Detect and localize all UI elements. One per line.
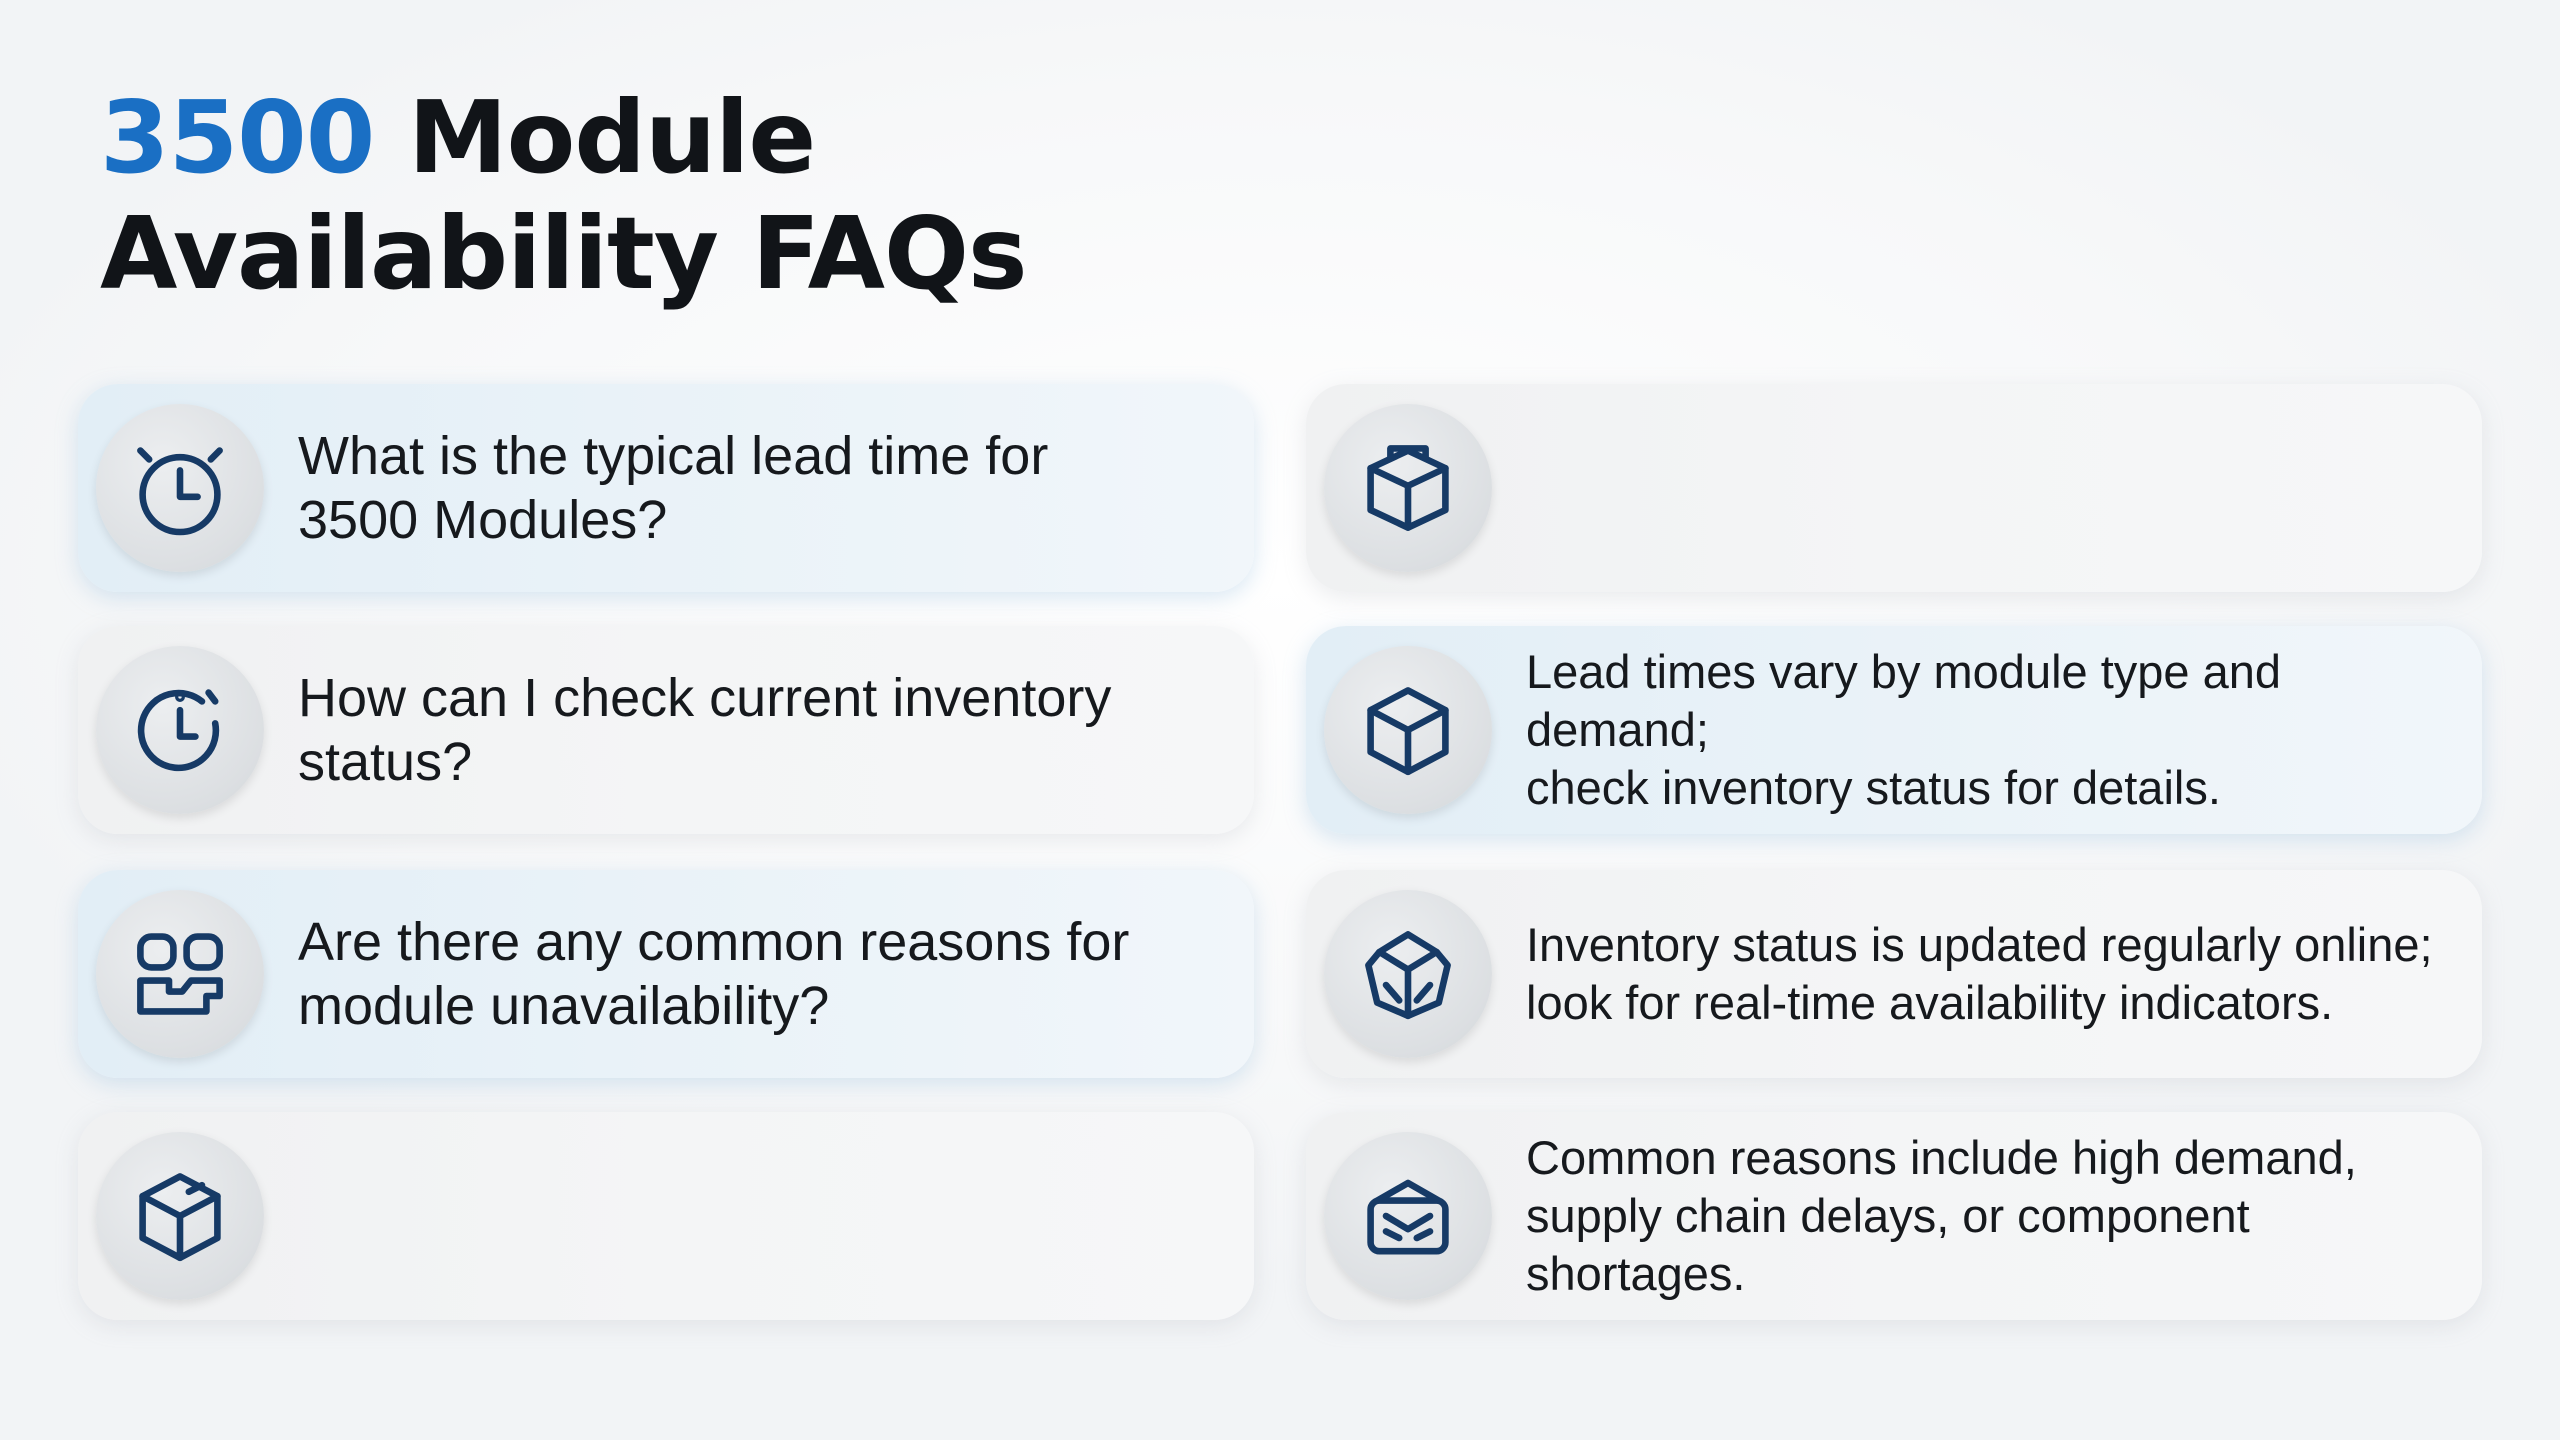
faq-answer-empty <box>1306 384 2482 592</box>
icon-badge <box>1324 404 1492 572</box>
faq-answer-common-reasons <box>1306 1112 2482 1320</box>
box-icon <box>125 1161 235 1271</box>
title-accent: 3500 <box>100 79 375 196</box>
box-icon <box>1353 675 1463 785</box>
faq-question-unavailability[interactable] <box>78 870 1254 1078</box>
faq-question-inventory-status[interactable] <box>78 626 1254 834</box>
faq-answer-text: Common reasons include high demand, supply chain delays, or component shortages. <box>1526 1131 2357 1300</box>
faq-question-text: How can I check current inventory status? <box>298 668 1112 792</box>
faq-question-text: Are there any common reasons for module unavailability? <box>298 912 1130 1036</box>
icon-badge <box>96 1132 264 1300</box>
icon-badge <box>1324 890 1492 1058</box>
package-icon <box>1353 1161 1463 1271</box>
page-title <box>100 80 1027 312</box>
icon-badge <box>96 646 264 814</box>
faq-question-empty[interactable] <box>78 1112 1254 1320</box>
modules-icon <box>125 919 235 1029</box>
clock-icon <box>125 675 235 785</box>
faq-question-lead-time[interactable] <box>78 384 1254 592</box>
icon-badge <box>96 890 264 1058</box>
title-line1: Module <box>374 79 816 196</box>
icon-badge <box>1324 646 1492 814</box>
box-icon <box>1353 433 1463 543</box>
icon-badge <box>96 404 264 572</box>
icon-badge <box>1324 1132 1492 1300</box>
title-line2: Availability FAQs <box>100 195 1027 312</box>
faq-question-text: What is the typical lead time for 3500 Modules? <box>298 426 1049 550</box>
stopwatch-icon <box>125 433 235 543</box>
faq-answer-text: Lead times vary by module type and demand; check inventory status for details. <box>1526 645 2282 814</box>
open-box-icon <box>1353 919 1463 1029</box>
faq-answer-lead-time <box>1306 626 2482 834</box>
faq-answer-text: Inventory status is updated regularly online; look for real-time availability indicators. <box>1526 918 2433 1029</box>
faq-answer-inventory-status <box>1306 870 2482 1078</box>
